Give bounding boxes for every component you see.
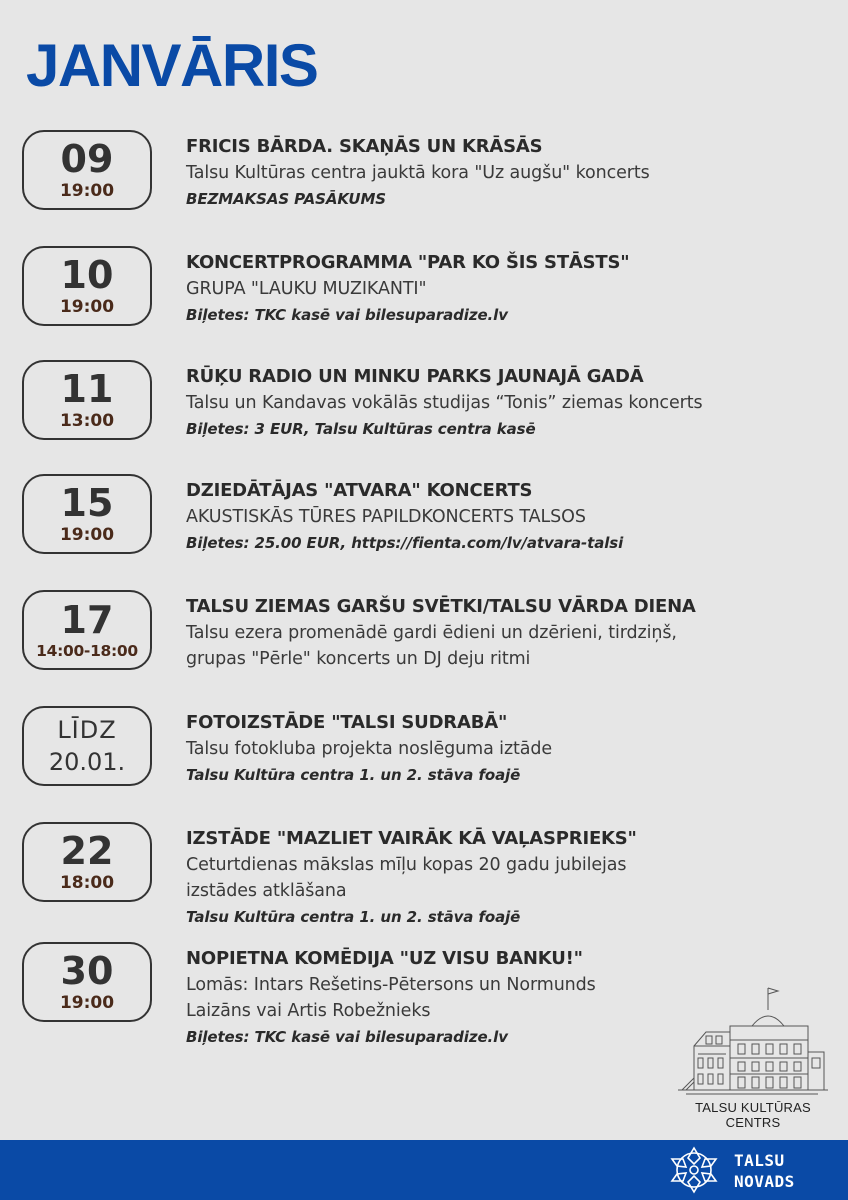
event-day: 22 <box>60 829 114 873</box>
event-time: 13:00 <box>59 411 115 431</box>
event-ticket-info: BEZMAKSAS PASĀKUMS <box>186 190 386 208</box>
date-badge <box>22 942 152 1022</box>
event-ticket-info: Talsu Kultūra centra 1. un 2. stāva foajē <box>186 908 521 926</box>
date-badge <box>22 130 152 210</box>
event-description: Laizāns vai Artis Robežnieks <box>186 1001 431 1021</box>
event-info <box>186 250 826 328</box>
event-day: 10 <box>60 253 114 297</box>
event-day: 17 <box>60 597 114 642</box>
date-badge <box>22 474 152 554</box>
event-time: 19:00 <box>59 297 115 317</box>
event-info <box>186 826 826 930</box>
event-title: IZSTĀDE "MAZLIET VAIRĀK KĀ VAĻASPRIEKS" <box>186 828 637 849</box>
event-description: Talsu fotokluba projekta noslēguma iztāde <box>186 739 553 759</box>
event-day: LĪDZ <box>57 716 117 744</box>
event-description: Talsu un Kandavas vokālās studijas “Tonis” ziemas koncerts <box>186 393 703 413</box>
event-ticket-info: Biļetes: 25.00 EUR, https://fienta.com/lv/atvara-talsi <box>186 534 624 552</box>
event-title: RŪĶU RADIO UN MINKU PARKS JAUNAJĀ GADĀ <box>186 366 644 387</box>
event-ticket-info: Talsu Kultūra centra 1. un 2. stāva foajē <box>186 766 521 784</box>
event-title: FRICIS BĀRDA. SKAŅĀS UN KRĀSĀS <box>186 136 543 157</box>
date-badge <box>22 246 152 326</box>
event-day: 15 <box>60 481 114 525</box>
event-title: DZIEDĀTĀJAS "ATVARA" KONCERTS <box>186 480 533 501</box>
event-ticket-info: Biļetes: TKC kasē vai bilesuparadize.lv <box>186 1028 508 1046</box>
event-title: TALSU ZIEMAS GARŠU SVĒTKI/TALSU VĀRDA DIENA <box>186 596 696 617</box>
event-description: AKUSTISKĀS TŪRES PAPILDKONCERTS TALSOS <box>186 507 586 527</box>
event-time: 20.01. <box>48 748 126 776</box>
date-badge <box>22 822 152 902</box>
logo-caption: TALSU KULTŪRAS CENTRS <box>695 1100 811 1130</box>
event-description: Talsu ezera promenādē gardi ēdieni un dzērieni, tirdziņš, <box>186 623 677 643</box>
event-description: Ceturtdienas mākslas mīļu kopas 20 gadu jubilejas <box>186 855 627 875</box>
event-time: 19:00 <box>59 993 115 1013</box>
date-badge <box>22 360 152 440</box>
event-description: grupas "Pērle" koncerts un DJ deju ritmi <box>186 649 531 669</box>
event-info <box>186 364 826 442</box>
event-ticket-info: Biļetes: 3 EUR, Talsu Kultūras centra kasē <box>186 420 536 438</box>
event-time: 18:00 <box>59 873 115 893</box>
event-info <box>186 594 826 672</box>
event-info <box>186 134 826 212</box>
snowflake-ornament-icon <box>666 1144 722 1196</box>
event-description: GRUPA "LAUKU MUZIKANTI" <box>186 279 427 299</box>
footer-brand <box>734 1150 795 1192</box>
event-info <box>186 478 826 556</box>
event-day: 09 <box>60 137 114 181</box>
event-time: 19:00 <box>59 525 115 545</box>
footer-bar <box>0 1140 848 1200</box>
building-logo <box>668 982 838 1130</box>
event-description: izstādes atklāšana <box>186 881 347 901</box>
event-ticket-info: Biļetes: TKC kasē vai bilesuparadize.lv <box>186 306 508 324</box>
page-title: JANVĀRIS <box>26 32 318 99</box>
event-day: 11 <box>60 367 114 411</box>
date-badge <box>22 706 152 786</box>
event-time: 19:00 <box>59 181 115 201</box>
event-title: KONCERTPROGRAMMA "PAR KO ŠIS STĀSTS" <box>186 252 630 273</box>
event-description: Talsu Kultūras centra jauktā kora "Uz augšu" koncerts <box>186 163 650 183</box>
event-title: FOTOIZSTĀDE "TALSI SUDRABĀ" <box>186 712 508 733</box>
event-title: NOPIETNA KOMĒDIJA "UZ VISU BANKU!" <box>186 948 583 969</box>
footer-brand-line2: NOVADS <box>734 1172 795 1191</box>
event-description: Lomās: Intars Rešetins-Pētersons un Normunds <box>186 975 596 995</box>
date-badge <box>22 590 152 670</box>
event-time: 14:00-18:00 <box>36 641 138 660</box>
event-info <box>186 710 826 788</box>
footer-brand-line1: TALSU <box>734 1151 785 1170</box>
building-icon <box>668 982 838 1097</box>
event-day: 30 <box>60 949 114 993</box>
